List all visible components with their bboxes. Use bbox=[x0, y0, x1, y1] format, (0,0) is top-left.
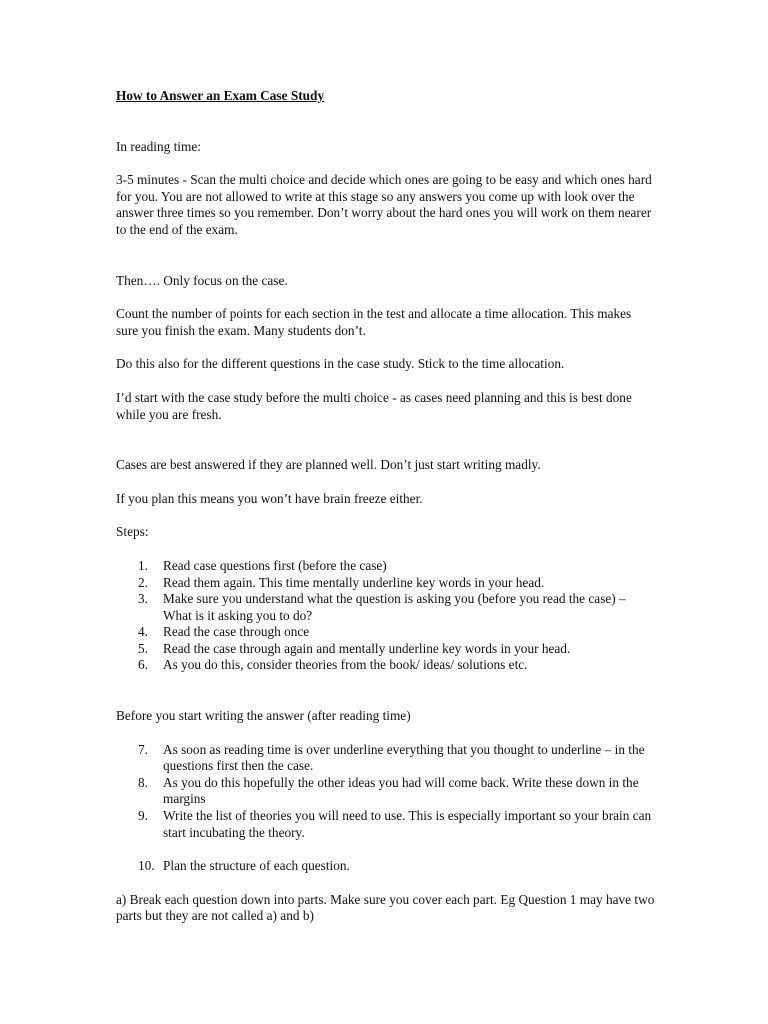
list-number: 10. bbox=[138, 858, 155, 874]
paragraph-count-points: Count the number of points for each section in the test and allocate a time allocation. This makes sure you finish the exam. Many students don’t. bbox=[116, 306, 632, 338]
list-item bbox=[116, 742, 656, 775]
list-item bbox=[116, 624, 656, 641]
list-item bbox=[116, 657, 656, 674]
list-text: Read them again. This time mentally underline key words in your head. bbox=[163, 574, 545, 590]
spacer bbox=[116, 691, 656, 708]
list-number: 6. bbox=[138, 657, 148, 673]
list-item bbox=[116, 641, 656, 658]
page-title: How to Answer an Exam Case Study bbox=[116, 88, 325, 103]
list-number: 5. bbox=[138, 640, 148, 656]
list-text: Read case questions first (before the case) bbox=[163, 557, 387, 573]
list-text: As you do this hopefully the other ideas you had will come back. Write these down in the margins bbox=[163, 774, 639, 807]
steps-list-2 bbox=[116, 742, 656, 842]
paragraph-questions: Do this also for the different questions in the case study. Stick to the time allocation. bbox=[116, 356, 565, 372]
steps-list-3 bbox=[116, 858, 656, 875]
spacer bbox=[116, 440, 656, 457]
paragraph-scan: 3-5 minutes - Scan the multi choice and decide which ones are going to be easy and which ones hard for you. You are not allowed to write at this stage so any answers you come up with look over the answer three times so you remember. Don’t worry about the hard ones you will work on them nearer to the end of the exam. bbox=[116, 172, 652, 237]
list-number: 3. bbox=[138, 591, 148, 607]
list-item bbox=[116, 558, 656, 575]
list-item bbox=[116, 808, 656, 841]
steps-list bbox=[116, 558, 656, 674]
intro-line: In reading time: bbox=[116, 138, 201, 154]
list-item bbox=[116, 575, 656, 592]
steps-heading: Steps: bbox=[116, 524, 149, 540]
spacer bbox=[116, 256, 656, 273]
list-item bbox=[116, 858, 656, 875]
list-text: Plan the structure of each question. bbox=[163, 858, 350, 874]
list-text: Read the case through again and mentally underline key words in your head. bbox=[163, 640, 571, 656]
list-number: 1. bbox=[138, 557, 148, 573]
list-item bbox=[116, 591, 656, 624]
list-number: 7. bbox=[138, 741, 148, 757]
list-number: 8. bbox=[138, 774, 148, 790]
list-number: 2. bbox=[138, 574, 148, 590]
list-item bbox=[116, 775, 656, 808]
paragraph-start-case: I’d start with the case study before the multi choice - as cases need planning and this is best done while you are fresh. bbox=[116, 389, 632, 422]
list-text: Read the case through once bbox=[163, 624, 310, 640]
list-text: As soon as reading time is over underline everything that you thought to underline – in the questions first then the case. bbox=[163, 741, 645, 774]
document-body bbox=[116, 88, 656, 942]
before-writing-heading: Before you start writing the answer (after reading time) bbox=[116, 708, 411, 724]
paragraph-focus: Then…. Only focus on the case. bbox=[116, 272, 288, 288]
paragraph-break-question: a) Break each question down into parts. Make sure you cover each part. Eg Question 1 may have two parts but they are not called a) and b) bbox=[116, 891, 655, 924]
list-text: As you do this, consider theories from the book/ ideas/ solutions etc. bbox=[163, 657, 528, 673]
list-number: 9. bbox=[138, 808, 148, 824]
list-text: Make sure you understand what the question is asking you (before you read the case) – What is it asking you to do? bbox=[163, 591, 626, 623]
paragraph-planned: Cases are best answered if they are planned well. Don’t just start writing madly. bbox=[116, 457, 541, 473]
paragraph-brain-freeze: If you plan this means you won’t have brain freeze either. bbox=[116, 490, 423, 506]
list-text: Write the list of theories you will need to use. This is especially important so your brain can start incubating the theory. bbox=[163, 808, 652, 840]
list-number: 4. bbox=[138, 624, 148, 640]
